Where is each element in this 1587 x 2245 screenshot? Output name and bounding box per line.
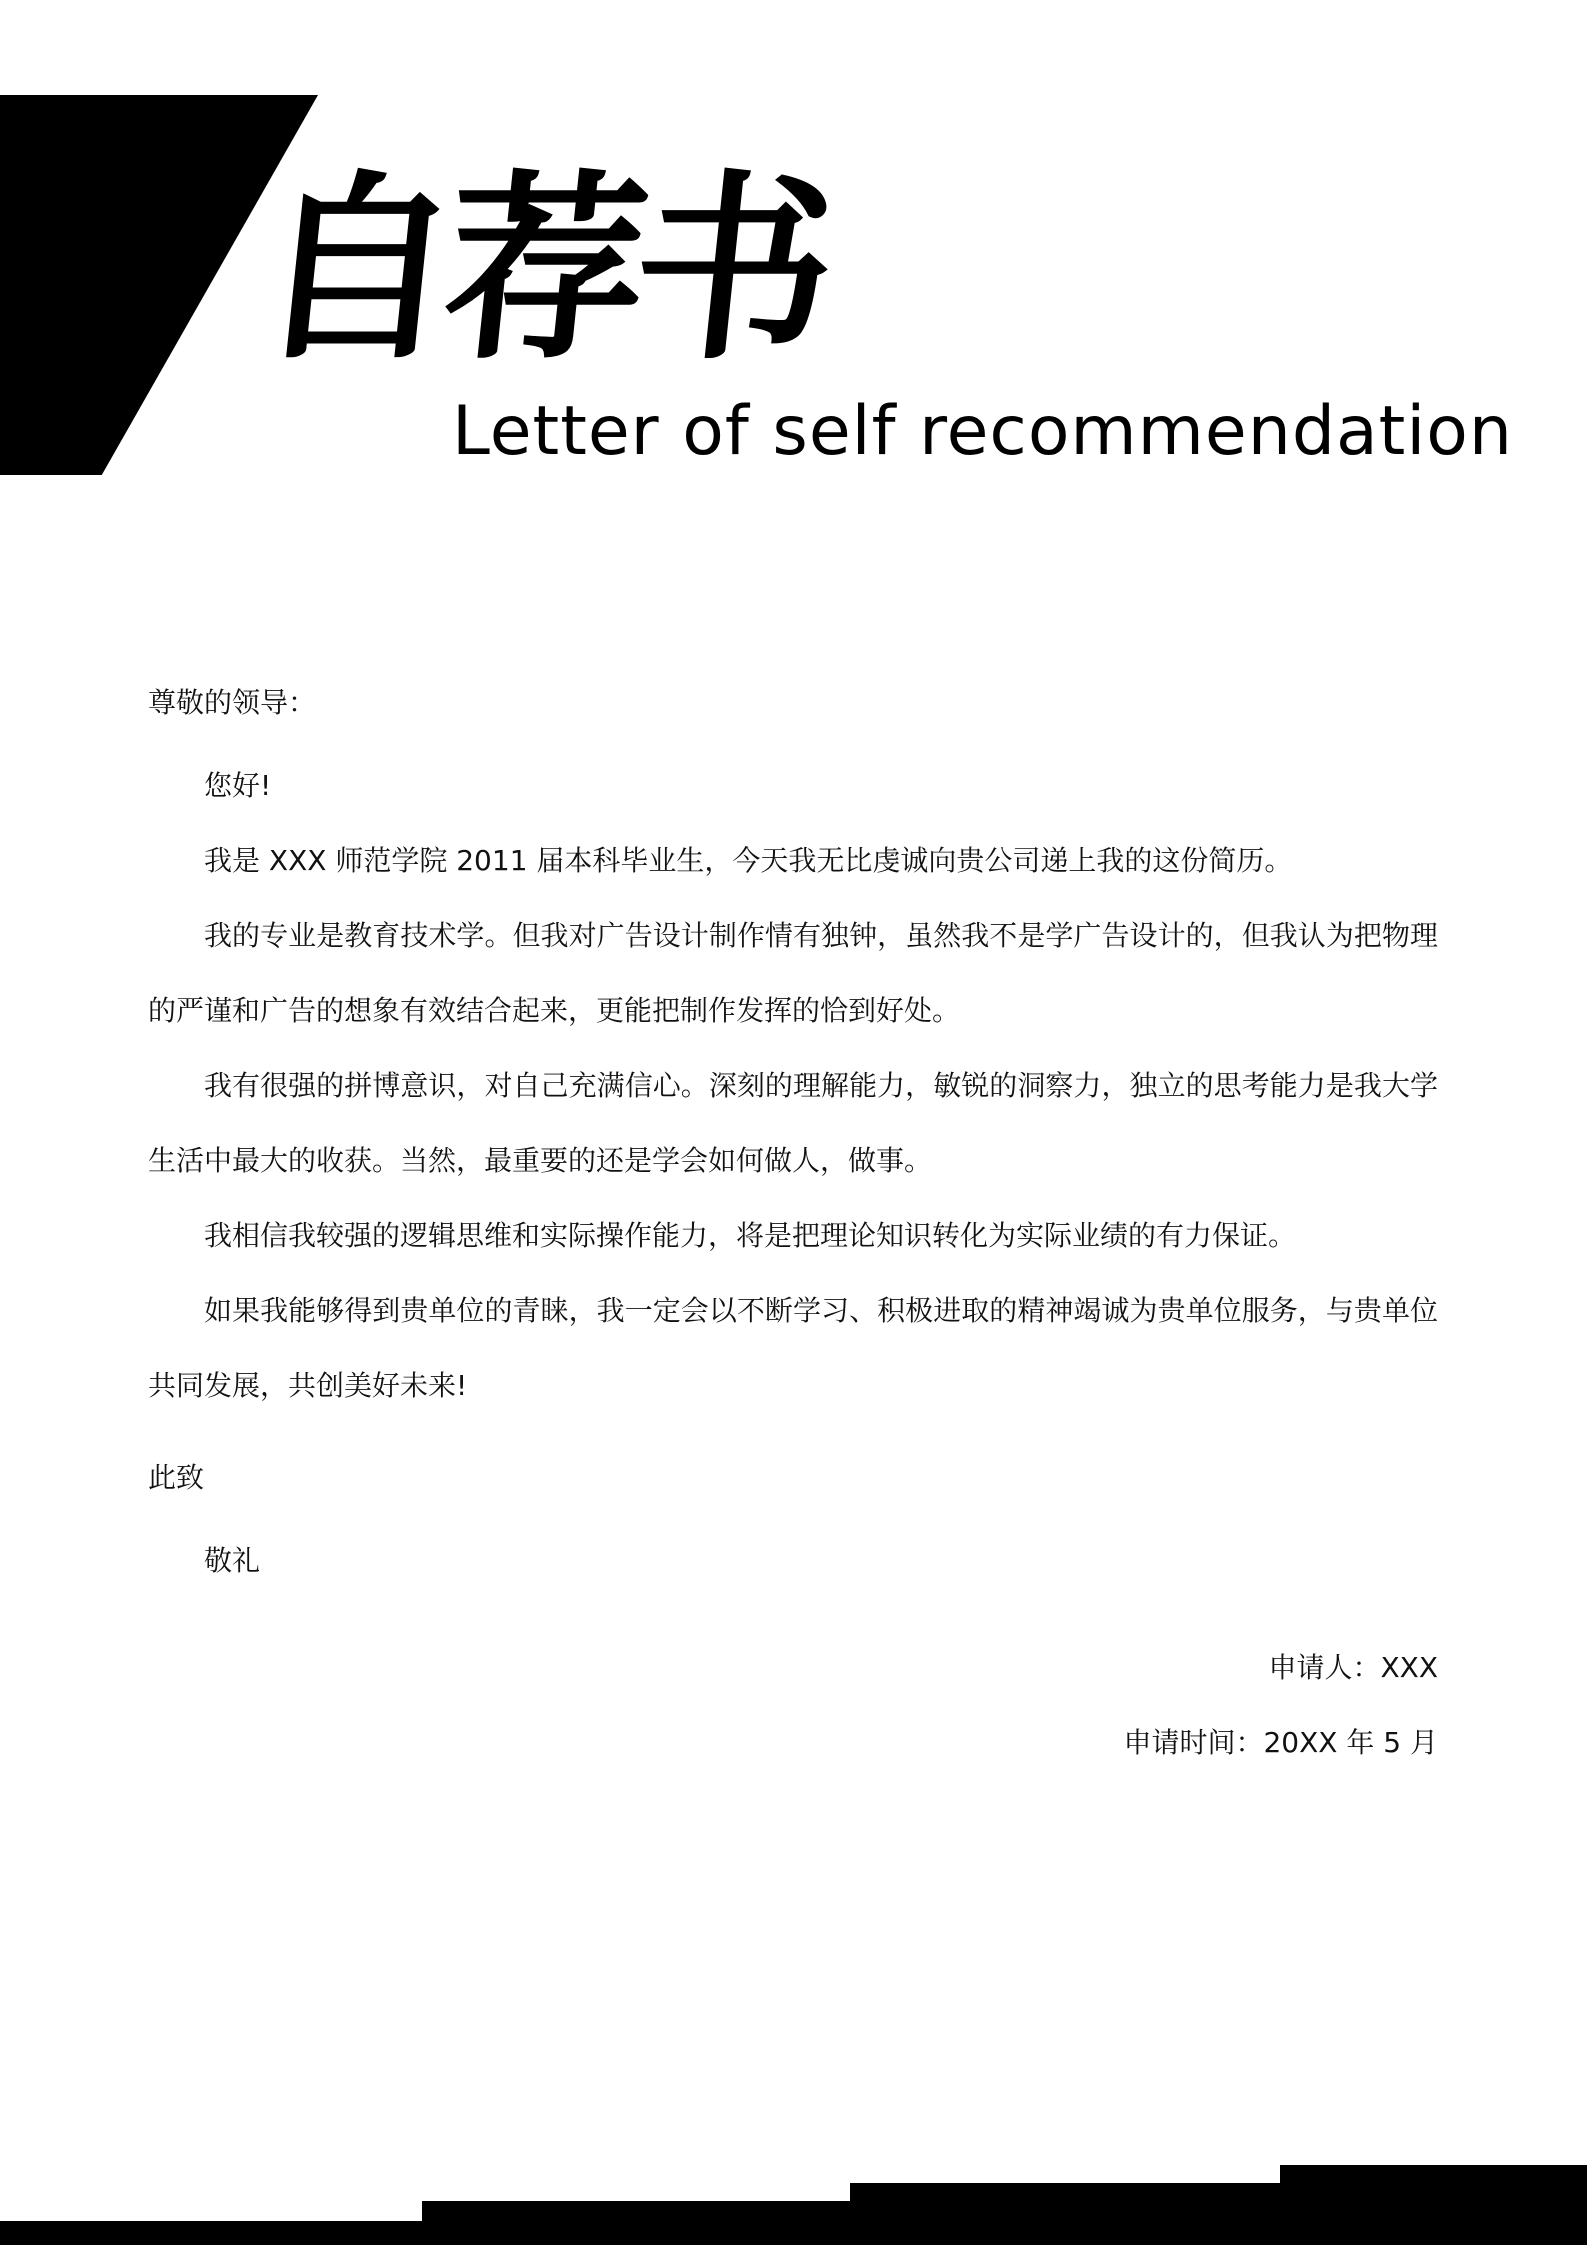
paragraph: 如果我能够得到贵单位的青睐，我一定会以不断学习、积极进取的精神竭诚为贵单位服务，与贵单位共同发展，共创美好未来!: [148, 1294, 1438, 1402]
title-english: Letter of self recommendation: [452, 392, 1513, 471]
application-date: 申请时间：20XX 年 5 月: [1123, 1726, 1438, 1759]
signature-block: [148, 1630, 1438, 1780]
salutation: 尊敬的领导：: [148, 686, 317, 719]
paragraph: 我是 XXX 师范学院 2011 届本科毕业生，今天我无比虔诚向贵公司递上我的这份简历。: [204, 844, 1293, 877]
closing-regards: 敬礼: [204, 1544, 261, 1577]
paragraph: 我的专业是教育技术学。但我对广告设计制作情有独钟，虽然我不是学广告设计的，但我认为把物理的严谨和广告的想象有效结合起来，更能把制作发挥的恰到好处。: [148, 919, 1438, 1027]
title-calligraphy: 自荐书: [245, 152, 835, 387]
letter-body: [148, 665, 1438, 1780]
closing-line: 此致: [148, 1461, 205, 1494]
greeting: 您好!: [204, 769, 272, 802]
bottom-decoration: [0, 2165, 1587, 2245]
paragraph: 我有很强的拼博意识，对自己充满信心。深刻的理解能力，敏锐的洞察力，独立的思考能力是我大学生活中最大的收获。当然，最重要的还是学会如何做人，做事。: [148, 1069, 1438, 1177]
bottom-step: [1280, 2165, 1587, 2245]
applicant-name: 申请人：XXX: [1268, 1651, 1438, 1684]
paragraph: 我相信我较强的逻辑思维和实际操作能力，将是把理论知识转化为实际业绩的有力保证。: [204, 1219, 1297, 1252]
